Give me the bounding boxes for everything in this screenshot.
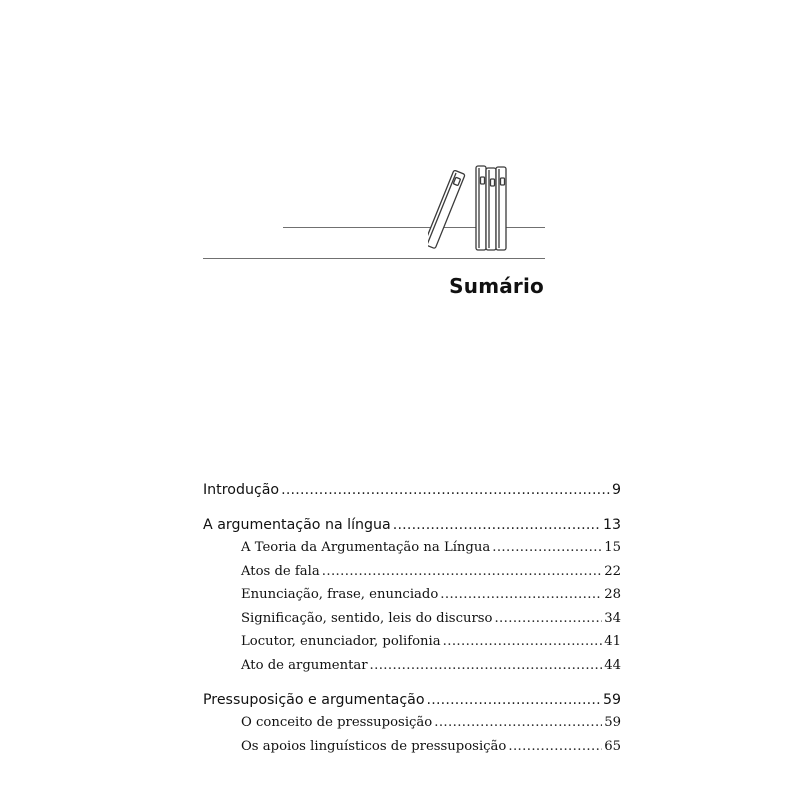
toc-section[interactable]	[241, 560, 621, 584]
toc-section-page: 65	[604, 738, 621, 754]
toc-section-page: 59	[604, 715, 621, 730]
toc-section-label: O conceito de pressuposição	[241, 715, 433, 730]
dot-leader	[492, 536, 602, 560]
dot-leader	[322, 560, 602, 584]
page-title: Sumário	[449, 274, 544, 298]
toc-section[interactable]	[241, 711, 621, 735]
toc-section-label: Locutor, enunciador, polifonia	[241, 634, 441, 649]
toc-section-label: A Teoria da Argumentação na Língua	[241, 540, 491, 555]
toc-section-page: 41	[604, 634, 621, 649]
toc-section-page: 44	[604, 657, 621, 673]
dot-leader	[281, 479, 610, 501]
toc-entry-label: Pressuposição e argumentação	[203, 692, 425, 708]
toc-entry-page: 59	[602, 692, 621, 708]
dot-leader	[427, 689, 601, 711]
toc-chapter-pressuposicao[interactable]	[203, 689, 621, 711]
toc-section[interactable]	[241, 735, 621, 759]
dot-leader	[370, 654, 603, 678]
toc-entry-introduction[interactable]	[203, 479, 621, 501]
toc-section[interactable]	[241, 630, 621, 654]
leaning-book	[428, 170, 465, 249]
toc-section[interactable]	[241, 607, 621, 631]
toc-section-label: Significação, sentido, leis do discurso	[241, 610, 493, 626]
toc-section[interactable]	[241, 654, 621, 678]
toc-section-label: Os apoios linguísticos de pressuposição	[241, 738, 507, 754]
toc-chapter-argumentacao[interactable]	[203, 514, 621, 536]
toc-entry-label: A argumentação na língua	[203, 517, 391, 533]
dot-leader	[434, 711, 602, 735]
books-illustration	[428, 160, 518, 260]
standing-book-1	[476, 166, 486, 250]
toc-section-label: Ato de argumentar	[241, 657, 368, 673]
standing-book-2	[486, 168, 496, 250]
dot-leader	[440, 583, 602, 607]
toc-section-page: 15	[604, 540, 621, 555]
dot-leader	[443, 630, 603, 654]
toc-section-page: 28	[604, 587, 621, 602]
dot-leader	[508, 735, 602, 759]
toc-section-label: Enunciação, frase, enunciado	[241, 587, 439, 602]
toc-entry-page: 9	[611, 482, 621, 498]
toc-section-label: Atos de fala	[241, 563, 320, 579]
standing-book-3	[496, 167, 506, 250]
toc-section[interactable]	[241, 583, 621, 607]
toc-entry-label: Introdução	[203, 482, 280, 498]
dot-leader	[393, 514, 601, 536]
dot-leader	[494, 607, 602, 631]
toc-entry-page: 13	[602, 517, 621, 533]
table-of-contents	[203, 479, 621, 758]
toc-section-page: 34	[604, 610, 621, 626]
toc-section[interactable]	[241, 536, 621, 560]
toc-section-page: 22	[604, 563, 621, 579]
